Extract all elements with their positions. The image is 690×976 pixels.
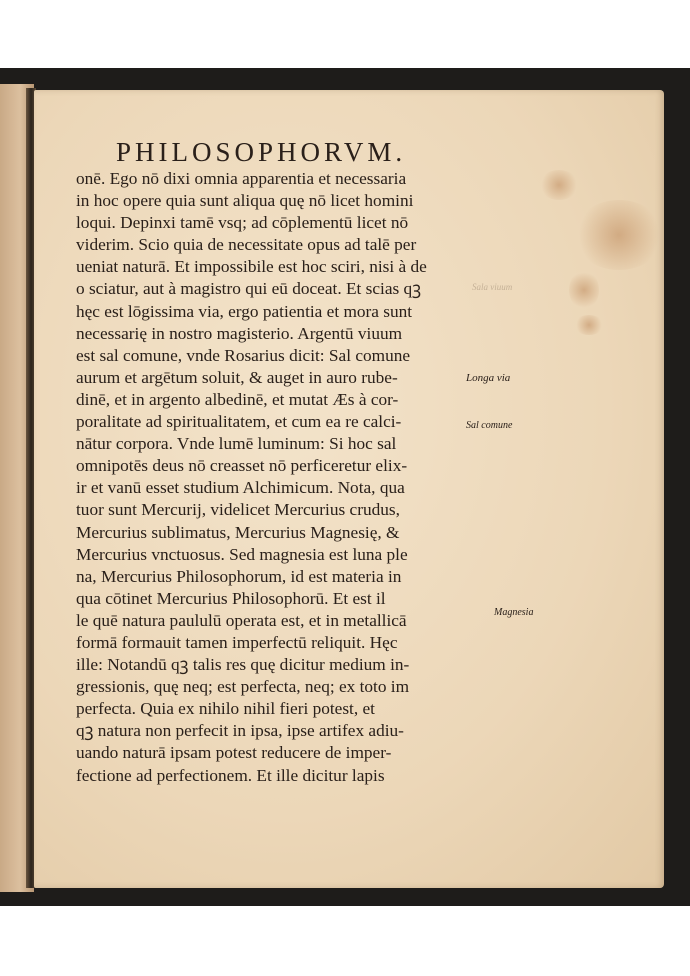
text-line: est sal comune, vnde Rosarius dicit: Sal comune: [76, 345, 411, 365]
marginal-note-sal-comune: Sal comune: [466, 420, 513, 431]
stain: [569, 270, 599, 310]
text-line: in hoc opere quia sunt aliqua quę nō licet homini: [76, 191, 414, 211]
text-line: omnipotēs deus nō creasset nō perficeretur elix-: [76, 456, 408, 476]
text-line: o sciatur, aut à magistro qui eū doceat. Et scias qꝫ: [76, 279, 422, 299]
stain: [574, 200, 664, 270]
text-line: gressionis, quę neq; est perfecta, neq; ex toto im: [76, 677, 410, 697]
text-line: qꝫ natura non perfecit in ipsa, ipse artifex adiu-: [76, 721, 404, 741]
text-line: formā formauit tamen imperfectū reliquit. Hęc: [76, 632, 398, 652]
marginal-note-magnesia: Magnesia: [494, 607, 534, 618]
text-line: dinē, et in argento albedinē, et mutat Æs à cor-: [76, 389, 399, 409]
text-line: ir et vanū esset studium Alchimicum. Nota, qua: [76, 478, 405, 498]
stain: [574, 315, 604, 335]
text-line: aurum et argētum soluit, & auget in auro rube-: [76, 367, 398, 387]
text-line: le quē natura paululū operata est, et in metallicā: [76, 610, 407, 630]
marginal-note-longa-via: Longa via: [466, 372, 511, 384]
text-line: Mercurius vnctuosus. Sed magnesia est luna ple: [76, 544, 408, 564]
text-line: perfecta. Quia ex nihilo nihil fieri potest, et: [76, 699, 375, 719]
text-line: loqui. Depinxi tamē vsq; ad cōplementū licet nō: [76, 213, 409, 233]
running-head: PHILOSOPHORVM.: [116, 137, 407, 167]
text-line: onē. Ego nō dixi omnia apparentia et necessaria: [76, 169, 407, 188]
text-line: Mercurius sublimatus, Mercurius Magnesię, &: [76, 522, 400, 542]
text-line: ueniat naturā. Et impossibile est hoc sciri, nisi à de: [76, 257, 427, 277]
stain: [539, 170, 579, 200]
text-line: tuor sunt Mercurij, videlicet Mercurius crudus,: [76, 500, 400, 520]
text-line: hęc est lōgissima via, ergo patientia et mora sunt: [76, 301, 413, 321]
text-line: na, Mercurius Philosophorum, id est materia in: [76, 566, 402, 586]
text-line: qua cōtinet Mercurius Philosophorū. Et est il: [76, 588, 386, 608]
marginal-note-faint: Sala viuum: [472, 282, 513, 292]
text-line: ille: Notandū qꝫ talis res quę dicitur medium in-: [76, 655, 410, 675]
text-line: fectione ad perfectionem. Et ille dicitur lapis: [76, 765, 385, 785]
text-line: uando naturā ipsam potest reducere de imper-: [76, 743, 392, 763]
text-line: necessarię in nostro magisterio. Argentū viuum: [76, 323, 403, 343]
text-line: nātur corpora. Vnde lumē luminum: Si hoc sal: [76, 434, 397, 454]
body-text: [76, 168, 476, 787]
text-line: viderim. Scio quia de necessitate opus ad talē per: [76, 235, 417, 255]
text-line: poralitate ad spiritualitatem, et cum ea re calci-: [76, 412, 402, 432]
